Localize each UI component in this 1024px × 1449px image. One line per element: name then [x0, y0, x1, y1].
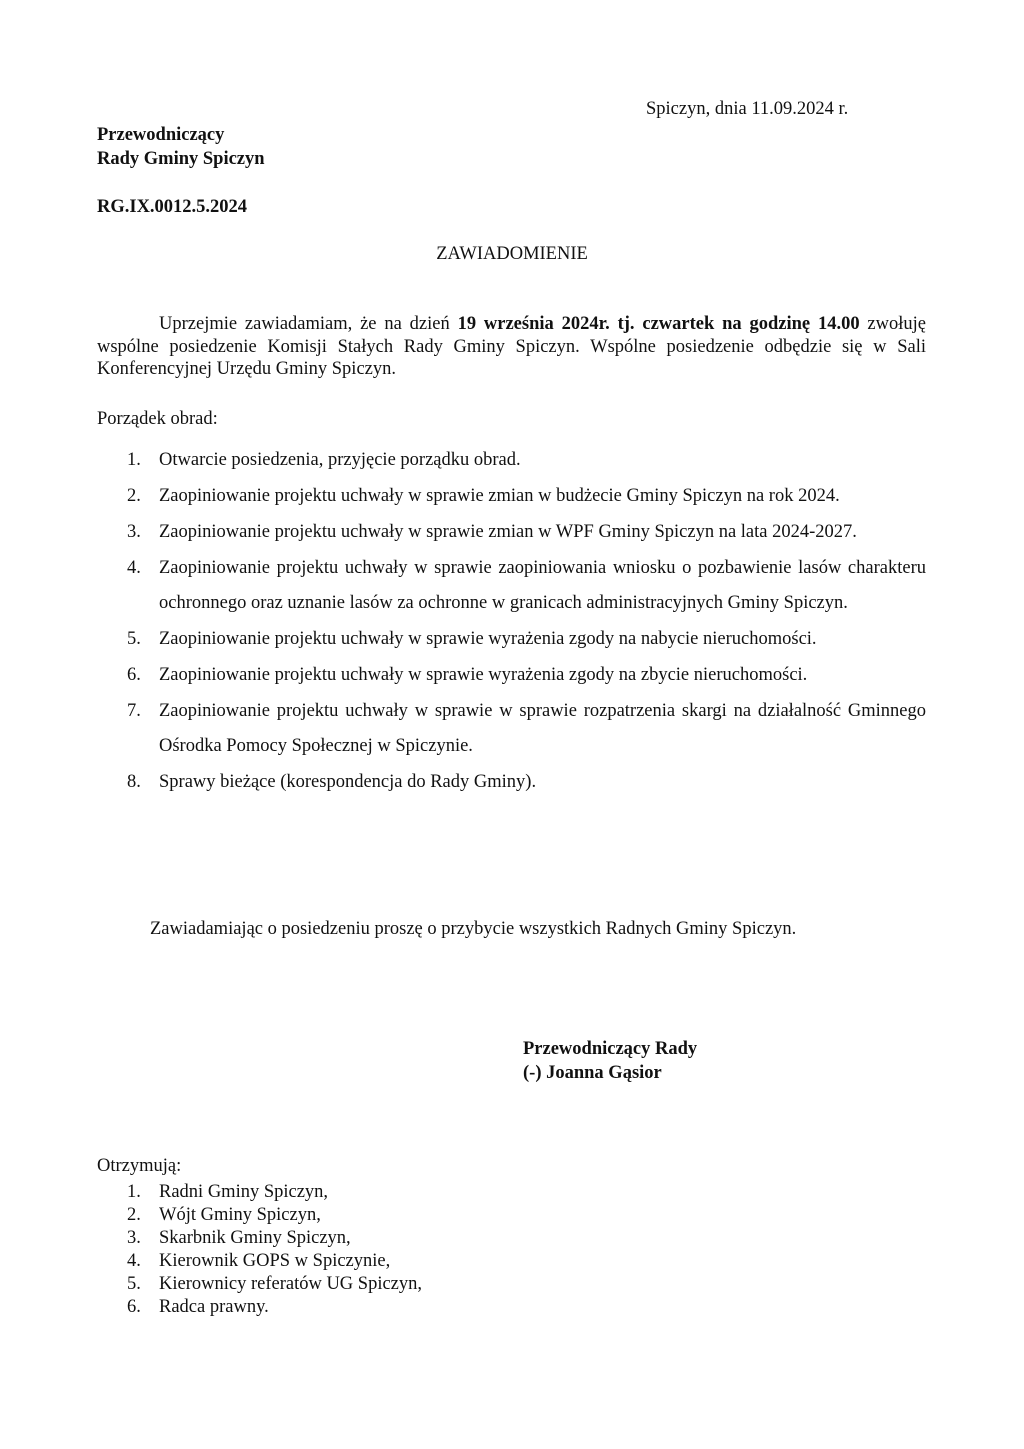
document-title: ZAWIADOMIENIE	[436, 244, 588, 264]
agenda-item-number: 1.	[127, 450, 141, 470]
signature-block	[523, 1038, 697, 1086]
agenda-item-number: 6.	[127, 665, 141, 685]
agenda-item-text: Sprawy bieżące (korespondencja do Rady Gminy).	[159, 772, 537, 792]
recipient-text: Kierownicy referatów UG Spiczyn,	[159, 1274, 423, 1294]
recipient-number: 4.	[127, 1251, 141, 1271]
closing-sentence: Zawiadamiając o posiedzeniu proszę o przybycie wszystkich Radnych Gminy Spiczyn.	[150, 919, 797, 939]
agenda-item-text: Zaopiniowanie projektu uchwały w sprawie zmian w budżecie Gminy Spiczyn na rok 2024.	[159, 486, 840, 506]
recipient-item	[97, 1296, 422, 1319]
intro-paragraph	[97, 313, 926, 381]
recipient-number: 1.	[127, 1182, 141, 1202]
sender-title: Przewodniczący	[97, 125, 225, 145]
intro-text-end: zwołuję wspólne posiedzenie Komisji Stałych Rady Gminy Spiczyn. Wspólne posiedzenie odbędzie się w Sali Konferencyjnej Urzędu Gminy Spiczyn.	[97, 314, 926, 380]
agenda-item	[97, 443, 926, 478]
agenda-item-text: Zaopiniowanie projektu uchwały w sprawie zmian w WPF Gminy Spiczyn na lata 2024-2027.	[159, 522, 857, 542]
agenda-item	[97, 551, 926, 621]
recipient-number: 5.	[127, 1274, 141, 1294]
recipient-item	[97, 1250, 422, 1273]
agenda-item-text: Zaopiniowanie projektu uchwały w sprawie wyrażenia zgody na zbycie nieruchomości.	[159, 665, 808, 685]
recipients-list	[97, 1181, 422, 1319]
agenda-item-text: Zaopiniowanie projektu uchwały w sprawie zaopiniowania wniosku o pozbawienie lasów charakteru ochronnego oraz uznanie lasów za ochronne w granicach administracyjnych Gminy Spiczyn.	[159, 558, 926, 613]
recipient-text: Skarbnik Gminy Spiczyn,	[159, 1228, 351, 1248]
agenda-item-number: 3.	[127, 522, 141, 542]
sender-organization: Rady Gminy Spiczyn	[97, 149, 265, 169]
recipients-heading: Otrzymują:	[97, 1156, 182, 1176]
sender-block	[97, 124, 265, 172]
agenda-item-number: 7.	[127, 701, 141, 721]
recipient-text: Kierownik GOPS w Spiczynie,	[159, 1251, 391, 1271]
agenda-list	[97, 443, 926, 801]
recipient-item	[97, 1204, 422, 1227]
meeting-date: 19 września 2024r. tj. czwartek na godzinę 14.00	[457, 314, 860, 334]
recipient-text: Radca prawny.	[159, 1297, 269, 1317]
agenda-item-number: 5.	[127, 629, 141, 649]
recipient-item	[97, 1181, 422, 1204]
agenda-item	[97, 658, 926, 693]
agenda-item-number: 2.	[127, 486, 141, 506]
agenda-item	[97, 479, 926, 514]
agenda-item	[97, 694, 926, 764]
agenda-item	[97, 622, 926, 657]
place-date: Spiczyn, dnia 11.09.2024 r.	[646, 99, 849, 119]
recipient-number: 3.	[127, 1228, 141, 1248]
agenda-item-text: Zaopiniowanie projektu uchwały w sprawie wyrażenia zgody na nabycie nieruchomości.	[159, 629, 817, 649]
recipient-item	[97, 1227, 422, 1250]
recipient-item	[97, 1273, 422, 1296]
agenda-item	[97, 765, 926, 800]
signature-title: Przewodniczący Rady	[523, 1039, 698, 1059]
agenda-item-text: Zaopiniowanie projektu uchwały w sprawie w sprawie rozpatrzenia skargi na działalność Gminnego Ośrodka Pomocy Społecznej w Spiczynie.	[159, 701, 926, 756]
intro-text-start: Uprzejmie zawiadamiam, że na dzień	[159, 314, 458, 334]
recipient-number: 2.	[127, 1205, 141, 1225]
reference-number: RG.IX.0012.5.2024	[97, 197, 248, 217]
recipient-text: Radni Gminy Spiczyn,	[159, 1182, 329, 1202]
signature-name: (-) Joanna Gąsior	[523, 1063, 662, 1083]
agenda-item-text: Otwarcie posiedzenia, przyjęcie porządku obrad.	[159, 450, 521, 470]
agenda-item-number: 8.	[127, 772, 141, 792]
agenda-item	[97, 515, 926, 550]
agenda-item-number: 4.	[127, 558, 141, 578]
agenda-heading: Porządek obrad:	[97, 409, 218, 429]
recipient-number: 6.	[127, 1297, 141, 1317]
recipient-text: Wójt Gminy Spiczyn,	[159, 1205, 321, 1225]
